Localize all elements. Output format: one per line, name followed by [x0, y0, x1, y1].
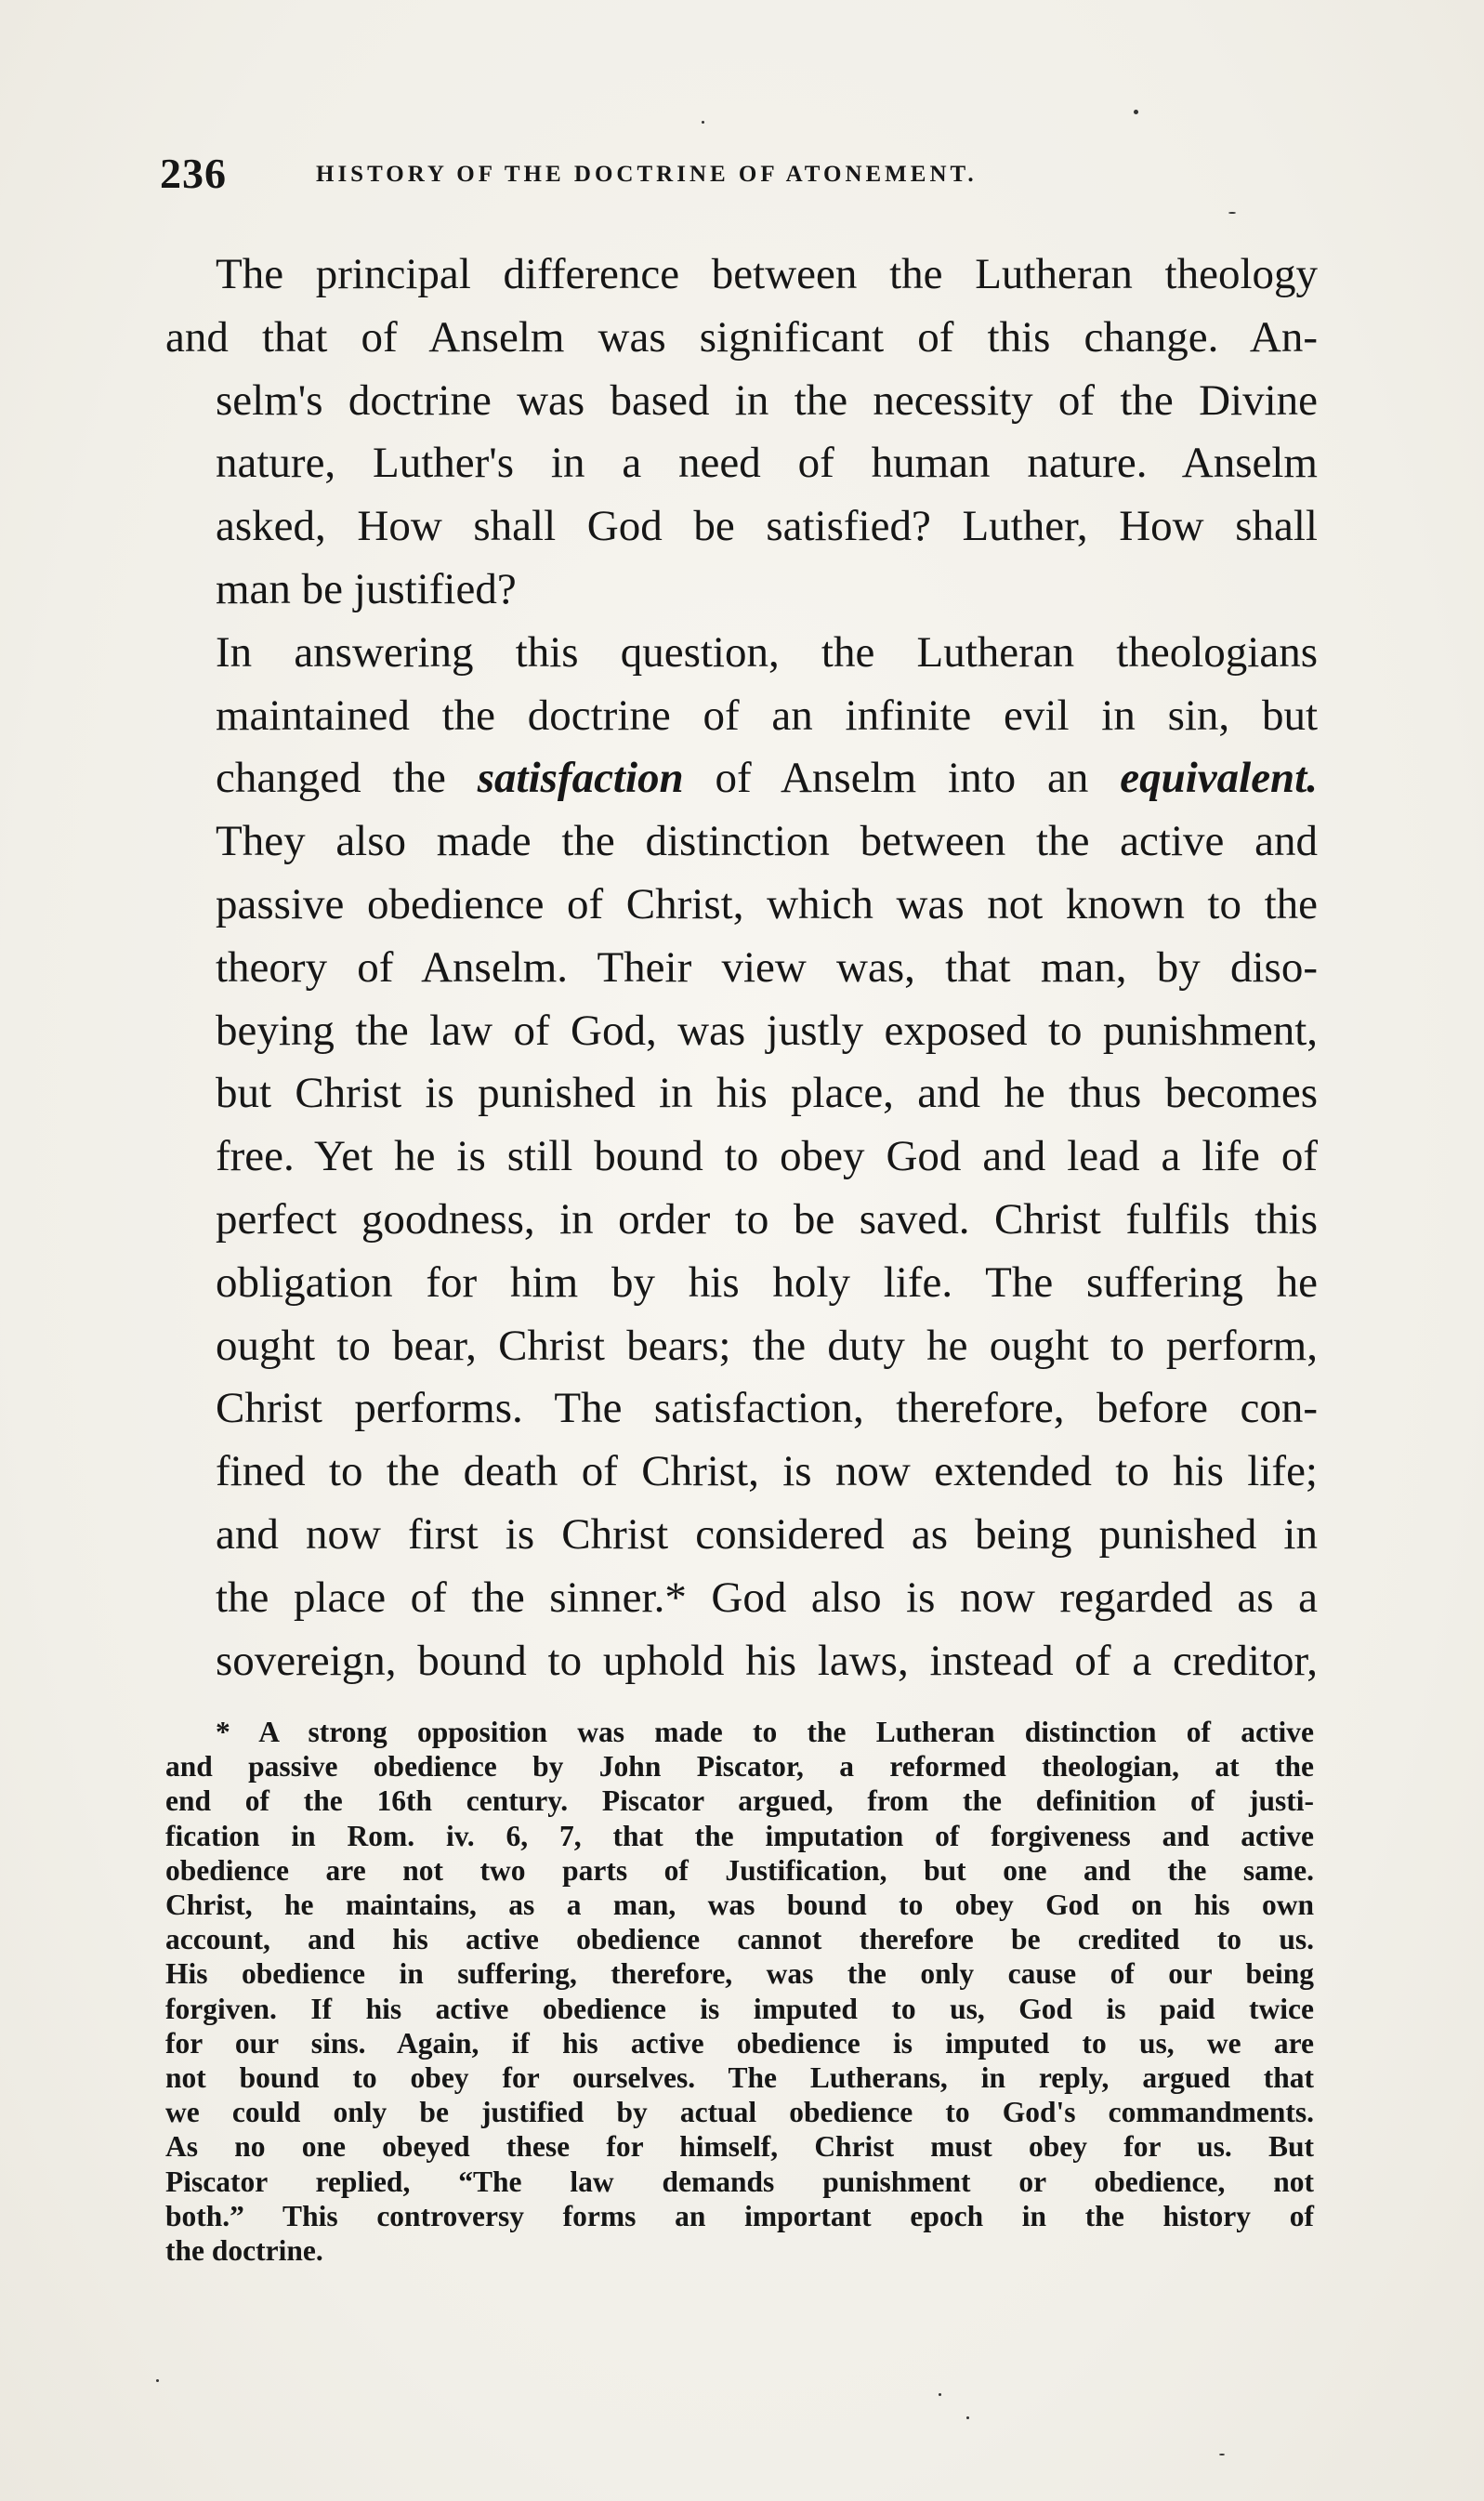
text-line: the place of the sinner.* God also is now regarded as a — [216, 1573, 1318, 1622]
print-speck — [156, 2379, 159, 2382]
text-line: In answering this question, the Lutheran theologians — [216, 627, 1318, 677]
print-speck — [1134, 110, 1138, 114]
paragraph-2 — [165, 622, 1318, 1693]
text-line: selm's doctrine was based in the necessity of the Divine — [216, 375, 1318, 425]
text-line: and that of Anselm was significant of this change. An- — [165, 312, 1318, 362]
text-line: nature, Luther's in a need of human nature. Anselm — [216, 439, 1318, 488]
text-line: free. Yet he is still bound to obey God and lead a life of — [216, 1132, 1318, 1181]
text-line: beying the law of God, was justly exposed to punishment, — [216, 1006, 1318, 1055]
italic-term-satisfaction: satisfaction — [477, 754, 684, 803]
print-speck — [702, 121, 704, 124]
print-speck — [939, 2393, 941, 2396]
footnote-line: obedience are not two parts of Justification, but one and the same. — [165, 1853, 1314, 1887]
footnote — [165, 1715, 1314, 2268]
footnote-line: account, and his active obedience cannot therefore be credited to us. — [165, 1923, 1314, 1956]
text-line: maintained the doctrine of an infinite evil in sin, but — [216, 691, 1318, 740]
italic-term-equivalent: equivalent. — [1120, 754, 1319, 803]
footnote-line: forgiven. If his active obedience is imputed to us, God is paid twice — [165, 1992, 1314, 2025]
text-line-emphasis — [165, 747, 1318, 810]
text-line: The principal difference between the Lutheran theology — [216, 250, 1318, 298]
footnote-line: As no one obeyed these for himself, Christ must obey for us. But — [165, 2130, 1314, 2164]
footnote-line: Christ, he maintains, as a man, was bound to obey God on his own — [165, 1889, 1314, 1922]
text-line: asked, How shall God be satisfied? Luther, How shall — [216, 502, 1318, 551]
footnote-line: not bound to obey for ourselves. The Lutherans, in reply, argued that — [165, 2061, 1314, 2095]
text-segment: changed the — [216, 754, 446, 803]
text-line: fined to the death of Christ, is now extended to his life; — [216, 1447, 1318, 1496]
footnote-line: fication in Rom. iv. 6, 7, that the imputation of forgiveness and active — [165, 1819, 1314, 1852]
text-line: but Christ is punished in his place, and he thus becomes — [216, 1069, 1318, 1118]
body-text — [165, 244, 1318, 1692]
footnote-line: for our sins. Again, if his active obedience is imputed to us, we are — [165, 2026, 1314, 2060]
text-line: and now first is Christ considered as being punished in — [216, 1509, 1318, 1559]
print-speck — [966, 2416, 969, 2419]
footnote-line: and passive obedience by John Piscator, a reformed theologian, at the — [165, 1750, 1314, 1784]
footnote-line: end of the 16th century. Piscator argued, from the definition of justi- — [165, 1784, 1314, 1818]
text-line: They also made the distinction between the active and — [216, 817, 1318, 866]
paragraph-1 — [165, 244, 1318, 622]
print-speck — [1219, 2454, 1225, 2455]
running-title: HISTORY OF THE DOCTRINE OF ATONEMENT. — [316, 162, 978, 187]
footnote-line: we could only be justified by actual obedience to God's commandments. — [165, 2096, 1314, 2129]
footnote-line: Piscator replied, “The law demands punishment or obedience, not — [165, 2165, 1314, 2198]
text-line: passive obedience of Christ, which was not known to the — [216, 879, 1318, 928]
running-head — [160, 149, 1312, 204]
text-line: obligation for him by his holy life. The suffering he — [216, 1257, 1318, 1307]
text-line: Christ performs. The satisfaction, therefore, before con- — [216, 1384, 1318, 1433]
text-line: theory of Anselm. Their view was, that man, by diso- — [216, 942, 1318, 992]
text-line: sovereign, bound to uphold his laws, instead of a creditor, — [216, 1636, 1318, 1685]
footnote-line: * A strong opposition was made to the Lutheran distinction of active — [216, 1716, 1314, 1748]
text-line: perfect goodness, in order to be saved. Christ fulfils this — [216, 1194, 1318, 1244]
text-segment: of Anselm into an — [715, 754, 1089, 803]
print-speck — [1228, 212, 1236, 214]
text-line: ought to bear, Christ bears; the duty he ought to perform, — [216, 1321, 1318, 1370]
text-line: man be justified? — [216, 564, 517, 613]
footnote-line: both.” This controversy forms an important epoch in the history of — [165, 2199, 1314, 2232]
footnote-line: the doctrine. — [165, 2234, 323, 2268]
page-number: 236 — [160, 150, 227, 197]
footnote-line: His obedience in suffering, therefore, was the only cause of our being — [165, 1957, 1314, 1991]
